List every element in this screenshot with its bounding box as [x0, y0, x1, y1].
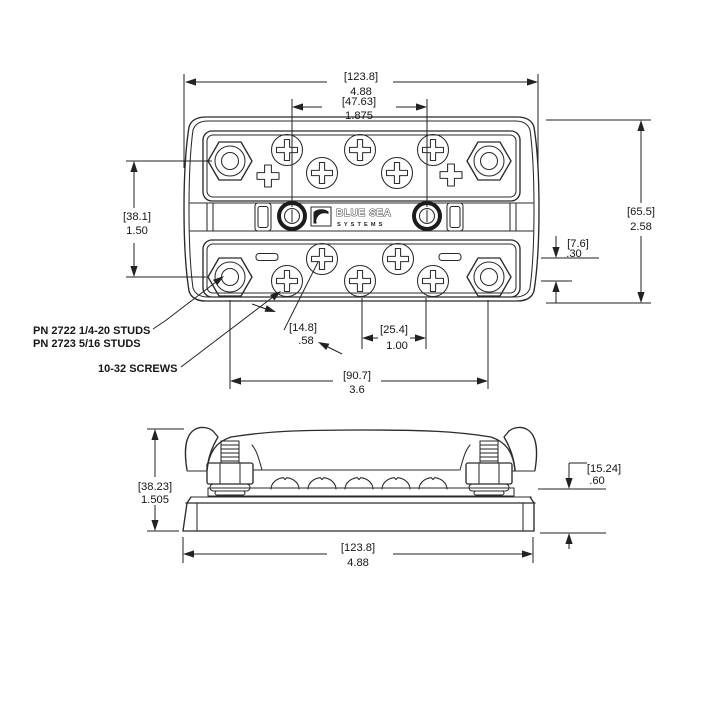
terminal-screw	[345, 266, 376, 297]
callout-screws: 10-32 SCREWS	[98, 363, 178, 375]
dim-stud-span	[230, 300, 488, 396]
dim-screw-stagger	[252, 262, 342, 354]
dim-overall-depth-in: 2.58	[630, 221, 652, 233]
dim-overall-depth-mm: [65.5]	[627, 206, 655, 218]
dim-side-height-mm: [38.23]	[137, 481, 173, 493]
dim-screw-row-offset-mm: [7.6]	[567, 238, 589, 250]
blue-sea-logo	[311, 207, 392, 228]
screw-dome	[382, 478, 410, 489]
dim-screw-stagger-in: .58	[298, 335, 314, 347]
terminal-screw	[345, 135, 376, 166]
dim-screw-row-offset	[541, 236, 599, 303]
callout-pn-studs-line2: PN 2723 5/16 STUDS	[33, 338, 141, 350]
dim-stud-span-in: 3.6	[349, 384, 365, 396]
side-view	[183, 427, 537, 531]
terminal-screw	[383, 244, 414, 275]
screw-dome	[308, 478, 336, 489]
dim-side-height-in: 1.505	[141, 494, 169, 506]
screw-dome	[345, 478, 373, 489]
stud-assembly-right	[466, 441, 512, 495]
terminal-screw	[272, 135, 303, 166]
logo-wave-shape	[314, 209, 329, 223]
terminal-screw	[418, 266, 449, 297]
dim-stud-spacing-mm: [47.63]	[341, 96, 377, 108]
terminal-screw	[307, 158, 338, 189]
stud-nut	[467, 258, 511, 296]
dim-overall-width-in: 4.88	[350, 86, 372, 98]
terminal-screw	[418, 135, 449, 166]
terminal-screw	[382, 158, 413, 189]
dim-overall-width-bottom-mm: [123.8]	[340, 542, 376, 554]
cover-bottom-edge	[187, 470, 535, 471]
dim-stud-spacing	[292, 96, 427, 207]
dim-screw-row-offset-in: .30	[566, 248, 582, 260]
stud-nut	[208, 258, 252, 296]
dim-stud-row-spacing-in: 1.50	[126, 225, 148, 237]
callout-pn-studs-line1: PN 2722 1/4-20 STUDS	[33, 325, 151, 337]
plus-terminal-mark	[257, 165, 279, 187]
logo-sub-text: SYSTEMS	[337, 222, 386, 228]
bus-bar-strip	[208, 488, 514, 496]
dim-base-height-in: .60	[589, 475, 605, 487]
dim-stud-row-spacing	[123, 161, 212, 277]
dim-overall-depth	[546, 120, 655, 303]
dim-screw-pitch-in: 1.00	[386, 340, 408, 352]
logo-brand-text: BLUE SEA	[336, 208, 392, 219]
dim-screw-pitch-mm: [25.4]	[380, 324, 408, 336]
dim-stud-row-spacing-mm: [38.1]	[123, 211, 151, 223]
bottom-terminal-block-inner	[207, 244, 516, 293]
stud-nut	[467, 142, 511, 180]
dim-side-height	[138, 429, 184, 531]
dim-overall-width-bottom	[183, 537, 533, 569]
terminal-screw	[272, 266, 303, 297]
dim-screw-stagger-mm: [14.8]	[289, 322, 317, 334]
dim-stud-spacing-in: 1.875	[345, 110, 373, 122]
dim-stud-span-mm: [90.7]	[343, 370, 371, 382]
slot-mark	[439, 254, 461, 261]
center-band	[190, 203, 533, 231]
band-rib-left	[255, 203, 271, 231]
screw-dome	[271, 478, 299, 489]
dim-base-height-mm: [15.24]	[586, 463, 622, 475]
dim-overall-width-bottom-in: 4.88	[347, 557, 369, 569]
top-view	[184, 117, 539, 301]
mounting-base	[183, 497, 535, 531]
screw-dome	[419, 478, 447, 489]
dim-base-height	[538, 463, 621, 549]
dim-screw-pitch	[362, 298, 426, 352]
cover-scurve-right	[460, 445, 470, 470]
plus-terminal-mark	[440, 164, 462, 186]
band-rib-right	[447, 203, 463, 231]
dim-overall-width-mm: [123.8]	[343, 71, 379, 83]
terminal-screw	[307, 244, 338, 275]
top-terminal-block	[203, 131, 520, 201]
slot-mark	[256, 254, 278, 261]
stud-nut	[208, 142, 252, 180]
